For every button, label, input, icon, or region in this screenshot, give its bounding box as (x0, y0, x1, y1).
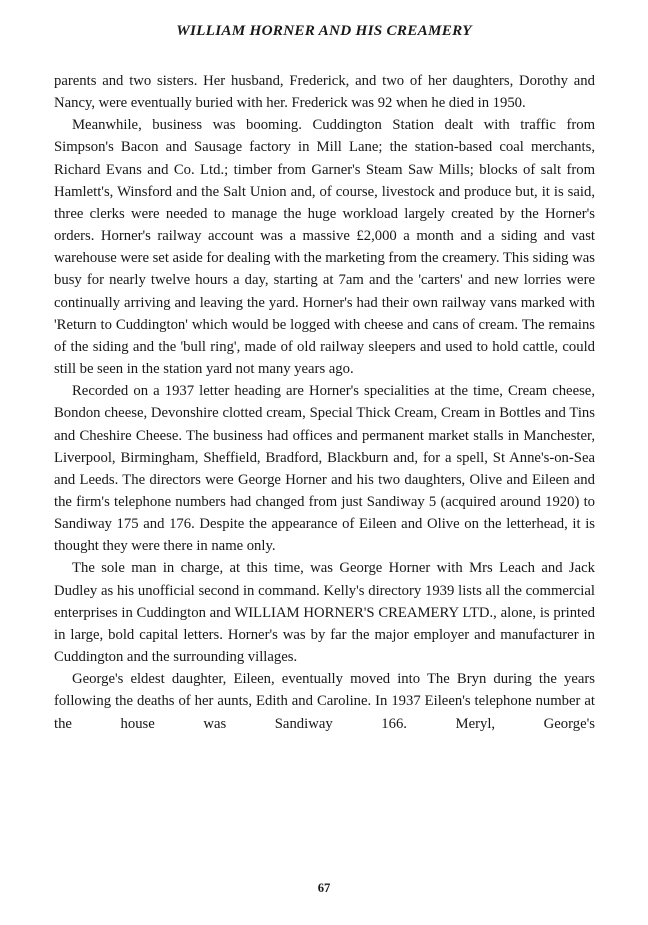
page-number: 67 (317, 881, 331, 895)
body-text-column (54, 70, 595, 757)
running-head: WILLIAM HORNER AND HIS CREAMERY (176, 22, 472, 39)
paragraph-1937-letter-heading: Recorded on a 1937 letter heading are Horner's specialities at the time, Cream cheese, Bondon cheese, Devonshire clotted cream, Special Thick Cream, Cream in Bottles and Tins and Cheshire Cheese. The business had offices and permanent market stalls in Manchester, Liverpool, Birmingham, Sheffield, Bradford, Blackburn and, for a spell, St Anne's-on-Sea and Leeds. The directors were George Horner and his two daughters, Olive and Eileen and the firm's telephone numbers had changed from just Sandiway 5 (acquired around 1920) to Sandiway 175 and 176. Despite the appearance of Eileen and Olive on the letterhead, it is thought they were there in name only. (54, 383, 595, 555)
paragraph-frederick-burial: parents and two sisters. Her husband, Frederick, and two of her daughters, Dorothy and Nancy, were eventually buried with her. Frederick was 92 when he died in 1950. (54, 73, 595, 112)
paragraph-cuddington-station: Meanwhile, business was booming. Cuddington Station dealt with traffic from Simpson's Bacon and Sausage factory in Mill Lane; the station-based coal merchants, Richard Evans and Co. Ltd.; timber from Garner's Steam Saw Mills; blocks of salt from Hamlett's, Winsford and the Salt Union and, of course, livestock and produce but, it is said, three clerks were needed to manage the huge workload largely created by the Horner's orders. Horner's railway account was a massive £2,000 a month and a siding and vast warehouse were set aside for dealing with the marketing from the creamery. This siding was busy for nearly twelve hours a day, starting at 7am and the 'carters' and new lorries were continually arriving and leaving the yard. Horner's had their own railway vans marked with 'Return to Cuddington' which would be logged with cheese and cans of cream. The remains of the siding and the 'bull ring', made of old railway sleepers and used to hold cattle, could still be seen in the station yard not many years ago. (54, 117, 595, 378)
paragraph-sole-man-in-charge: The sole man in charge, at this time, was George Horner with Mrs Leach and Jack Dudley as his unofficial second in command. Kelly's directory 1939 lists all the commercial enterprises in Cuddington and WILLIAM HORNER'S CREAMERY LTD., alone, is printed in large, bold capital letters. Horner's was by far the major employer and manufacturer in Cuddington and the surrounding villages. (54, 560, 595, 666)
paragraph-eileen-the-bryn: George's eldest daughter, Eileen, eventually moved into The Bryn during the years following the deaths of her aunts, Edith and Caroline. In 1937 Eileen's telephone number at the house was Sandiway 166. Meryl, George's (54, 671, 595, 732)
